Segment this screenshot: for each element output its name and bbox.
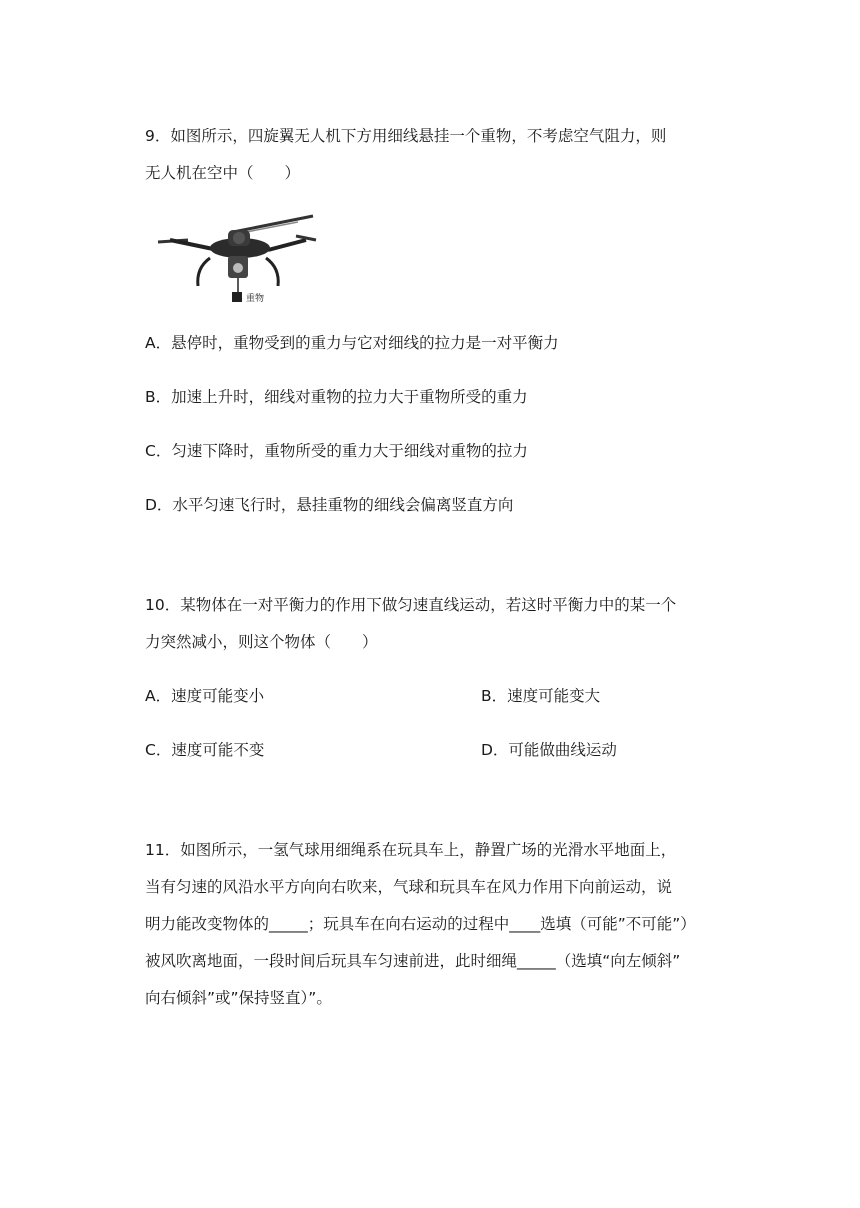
- q11-line4: 被风吹离地面，一段时间后玩具车匀速前进，此时细绳_____（选填“向左倾斜”: [145, 952, 681, 970]
- figure-label-weight: 重物: [246, 294, 265, 304]
- q10-option-b: B．速度可能变大: [481, 687, 601, 705]
- q11-line2: 当有匀速的风沿水平方向向右吹来，气球和玩具车在风力作用下向前运动，说: [145, 878, 673, 896]
- q10-option-c: C．速度可能不变: [145, 741, 265, 759]
- q10-stem-line1: 10．某物体在一对平衡力的作用下做匀速直线运动，若这时平衡力中的某一个: [145, 596, 677, 614]
- q10-option-a: A．速度可能变小: [145, 687, 265, 705]
- q10-stem-line2: 力突然减小，则这个物体（ ）: [145, 633, 378, 651]
- q9-option-b: B．加速上升时，细线对重物的拉力大于重物所受的重力: [145, 388, 528, 406]
- q9-option-d: D．水平匀速飞行时，悬挂重物的细线会偏离竖直方向: [145, 496, 514, 514]
- drone-figure: [148, 210, 318, 306]
- q9-stem-line1: 9．如图所示，四旋翼无人机下方用细线悬挂一个重物，不考虑空气阻力，则: [145, 127, 667, 145]
- q10-option-d: D．可能做曲线运动: [481, 741, 617, 759]
- q11-line3: 明力能改变物体的_____；玩具车在向右运动的过程中____选填（可能”不可能”）: [145, 915, 696, 933]
- q11-line5: 向右倾斜”或”保持竖直）”。: [145, 989, 332, 1007]
- q11-line1: 11．如图所示，一氢气球用细绳系在玩具车上，静置广场的光滑水平地面上，: [145, 841, 677, 859]
- q9-option-c: C．匀速下降时，重物所受的重力大于细线对重物的拉力: [145, 442, 528, 460]
- q9-stem-line2: 无人机在空中（ ）: [145, 164, 301, 182]
- q9-option-a: A．悬停时，重物受到的重力与它对细线的拉力是一对平衡力: [145, 334, 559, 352]
